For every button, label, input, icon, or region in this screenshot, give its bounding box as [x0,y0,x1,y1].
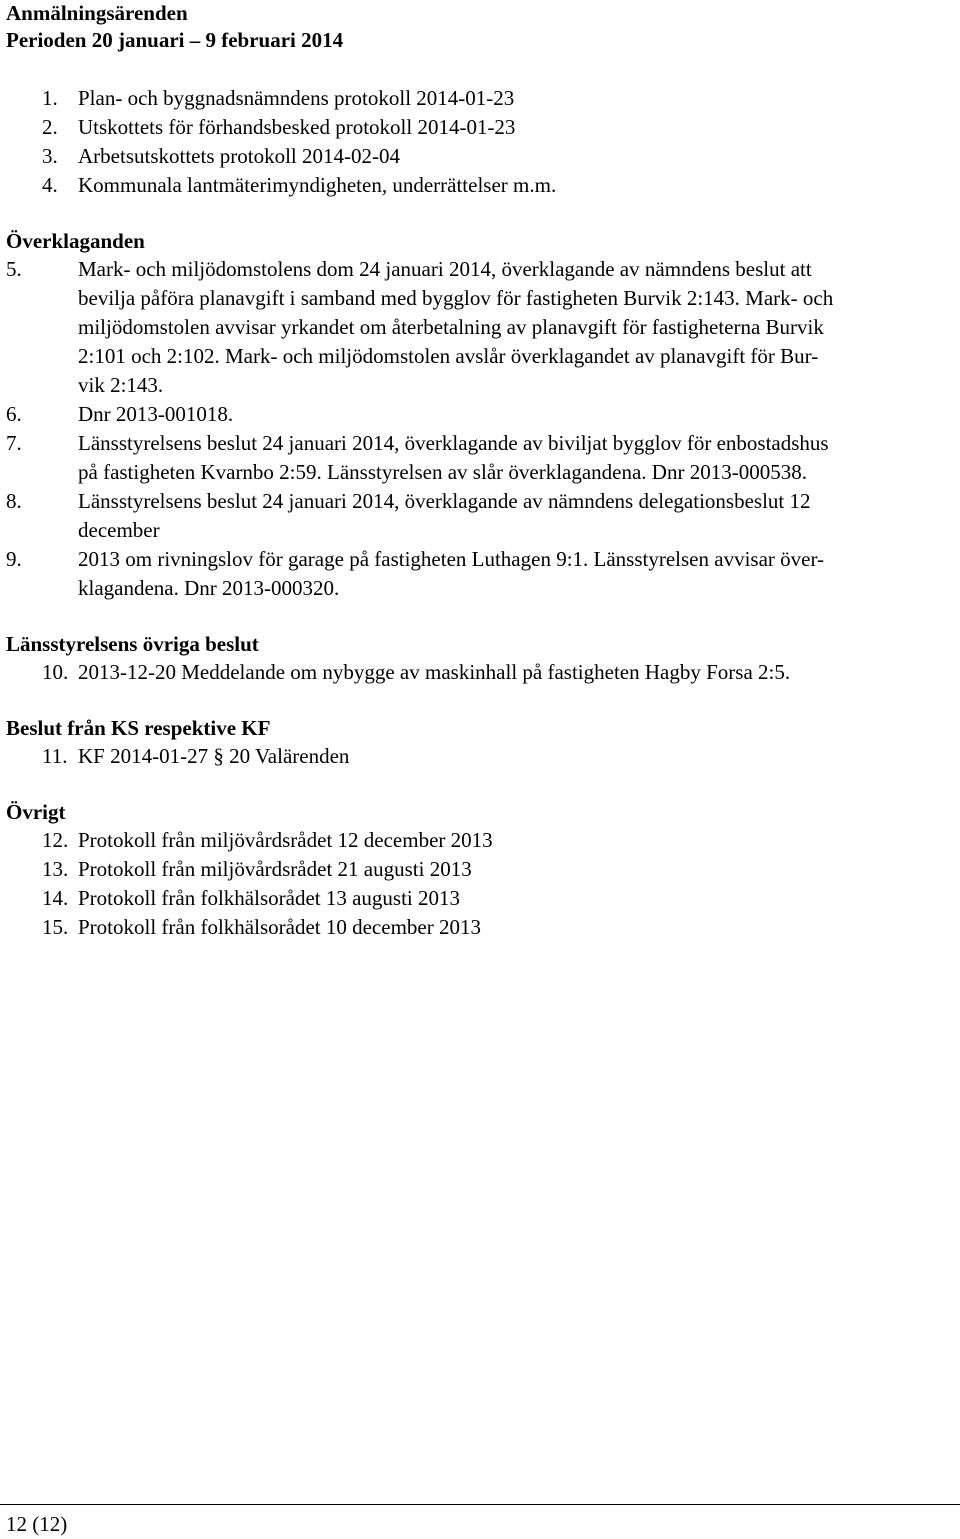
section-heading: Länsstyrelsens övriga beslut [6,632,259,656]
list-item: 8. Länsstyrelsens beslut 24 januari 2014, överklagande av nämndens delegationsbeslut 12 december [6,489,811,542]
section-ks-kf [6,715,954,771]
appeals-list [6,255,954,603]
section-ovrigt [6,799,954,942]
list-item: 7. Länsstyrelsens beslut 24 januari 2014, överklagande av biviljat bygglov för enbostadshus på fastigheten Kvarnbo 2:59. Länsstyrelsen av slår överklagandena. Dnr 2013-000538. [6,431,829,484]
list-item: 5. Mark- och miljödomstolens dom 24 januari 2014, överklagande av nämndens beslut att bevilja påföra planavgift i samband med bygglov för fastigheten Burvik 2:143. Mark- och miljödomstolen avvisar yrkandet om återbetalning av planavgift för fastigheterna Burvik 2:101 och 2:102. Mark- och miljödomstolen avslår överklagandet av planavgift för Bur- vik 2:143. [6,257,834,397]
list-item: 6. Dnr 2013-001018. [6,402,234,426]
ks-kf-list [6,742,954,771]
footer-divider [0,1504,960,1505]
list-item: 3. Arbetsutskottets protokoll 2014-02-04 [42,144,400,168]
protocol-list [6,84,954,200]
section-heading: Beslut från KS respektive KF [6,716,271,740]
page-number: 12 (12) [6,1512,68,1536]
list-item: 1. Plan- och byggnadsnämndens protokoll 2014-01-23 [42,86,515,110]
period-line: Perioden 20 januari – 9 februari 2014 [6,28,344,52]
list-item: 11. KF 2014-01-27 § 20 Valärenden [42,744,350,768]
list-item: 13. Protokoll från miljövårdsrådet 21 augusti 2013 [42,857,472,881]
section-lansstyrelsen [6,631,954,687]
list-item: 9. 2013 om rivningslov för garage på fastigheten Luthagen 9:1. Länsstyrelsen avvisar över- klagandena. Dnr 2013-000320. [6,547,825,600]
section-overklaganden [6,228,954,603]
list-item: 2. Utskottets för förhandsbesked protokoll 2014-01-23 [42,115,516,139]
list-item: 14. Protokoll från folkhälsorådet 13 augusti 2013 [42,886,461,910]
list-item: 12. Protokoll från miljövårdsrådet 12 december 2013 [42,828,493,852]
section-heading: Överklaganden [6,229,145,253]
other-list [6,826,954,942]
section-protocols [6,84,954,200]
county-decisions-list [6,658,954,687]
list-item: 10. 2013-12-20 Meddelande om nybygge av maskinhall på fastigheten Hagby Forsa 2:5. [42,660,791,684]
document-header [6,0,954,54]
document-title: Anmälningsärenden [6,1,188,25]
list-item: 4. Kommunala lantmäterimyndigheten, underrättelser m.m. [42,173,557,197]
section-heading: Övrigt [6,800,66,824]
list-item: 15. Protokoll från folkhälsorådet 10 december 2013 [42,915,481,939]
document-page [6,0,954,942]
